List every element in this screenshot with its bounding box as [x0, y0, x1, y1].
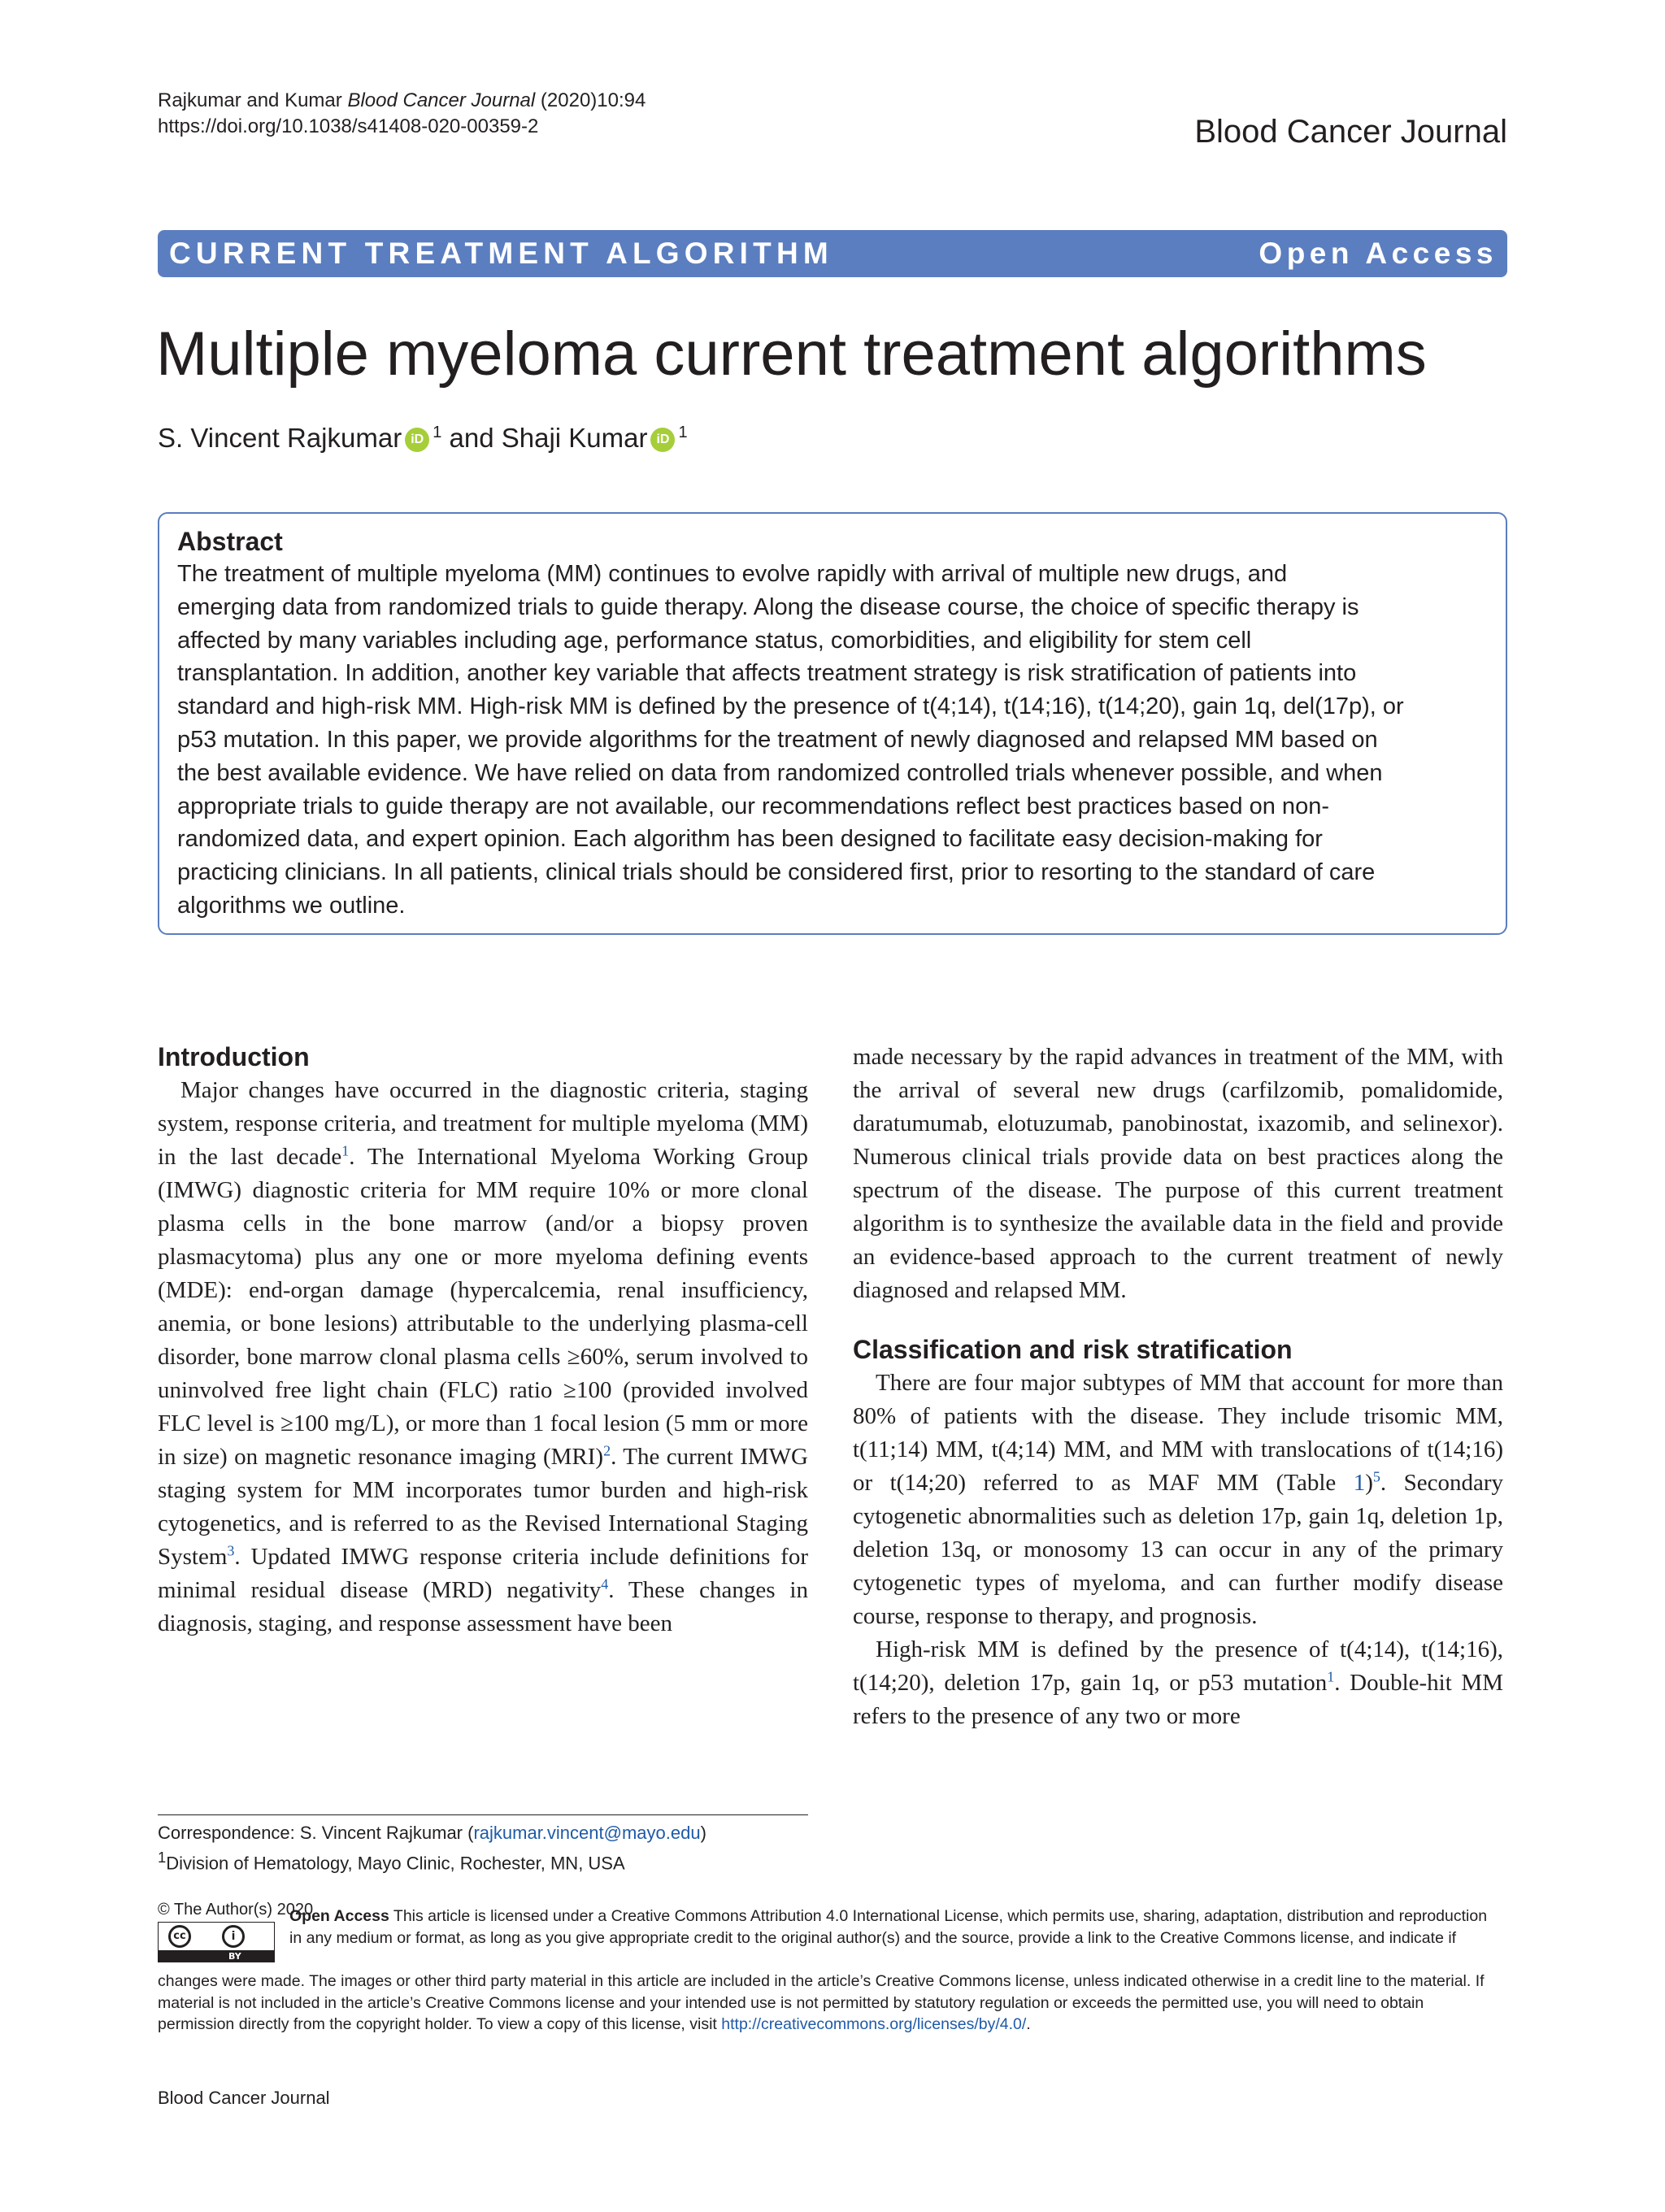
classification-paragraph: High-risk MM is defined by the presence of t(4;14), t(14;16), t(14;20), deletion 17p, gain 1q, or p53 mutation$^1$. Double-hit MM refers to the presence of any two or more — [853, 1636, 1504, 1729]
abstract-line: transplantation. In addition, another key variable that affects treatment strategy is risk stratification of patients into — [177, 660, 1357, 687]
journal-name: Blood Cancer Journal — [1194, 114, 1507, 150]
reference-link[interactable]: 1 — [341, 1142, 350, 1159]
author-conjunction: and — [449, 423, 494, 453]
body-column-right — [853, 1041, 1503, 1733]
abstract-line: standard and high-risk MM. High-risk MM is defined by the presence of t(4;14), t(14;16), t(14;20), gain 1q, del(17p), or — [177, 693, 1404, 720]
open-access-label: Open Access — [1259, 237, 1498, 270]
author-name[interactable]: Shaji Kumar — [501, 423, 648, 453]
intro-paragraph-continued: made necessary by the rapid advances in treatment of the MM, with the arrival of several new drugs (carfilzomib, pomalidomide, daratumumab, elotuzumab, panobinostat, ixazomib, and selinexor). Numerous clinical trials provide data on best practices along the spectrum of the disease. The purpose of this current treatment algorithm is to synthesize the available data in the field and provide an evidence-based approach to the current treatment of newly diagnosed and relapsed MM. — [853, 1044, 1503, 1303]
abstract-line: emerging data from randomized trials to guide therapy. Along the disease course, the choice of specific therapy is — [177, 593, 1359, 620]
license-text: Open Access This article is licensed under a Creative Commons Attribution 4.0 International License, which permits use, sharing, adaptation, distribution and reproduction in any medium or format, as long as you give appropriate credit to the original author(s) and the source, provide a link to the Creative Commons license, and indicate if — [289, 1907, 1488, 1947]
footnote-divider — [158, 1814, 808, 1815]
reference-link[interactable]: 2 — [603, 1442, 611, 1459]
section-heading-introduction: Introduction — [158, 1042, 310, 1071]
section-heading-classification: Classification and risk stratification — [853, 1335, 1293, 1364]
copyright-notice: © The Author(s) 2020 — [158, 1901, 314, 1919]
citation-volume: (2020)10:94 — [540, 89, 646, 111]
intro-paragraph: Major changes have occurred in the diagnostic criteria, staging system, response criteria, and treatment for multiple myeloma (MM) in the last decade$^1$. The International Myeloma Working Group (IMWG) diagnostic criteria for MM require 10% or more clonal plasma cells in the bone marrow (and/or a biopsy proven plasmacytoma) plus any one or more myeloma defining events (MDE): end-organ damage (hypercalcemia, renal insufficiency, anemia, or bone lesions) attributable to the underlying plasma-cell disorder, bone marrow clonal plasma cells ≥60%, serum involved to uninvolved free light chain (FLC) ratio ≥100 (provided involved FLC level is ≥100 mg/L), or more than 1 focal lesion (5 mm or more in size) on magnetic resonance imaging (MRI)$^2$. The current IMWG staging system for MM incorporates tumor burden and high-risk cytogenetics, and is referred to as the Revised International Staging System$^3$. Updated IMWG response criteria include definitions for minimal residual disease (MRD) negativity$^4$. These changes in diagnosis, staging, and response assessment have been — [158, 1077, 808, 1636]
abstract-heading: Abstract — [177, 527, 283, 556]
citation-journal: Blood Cancer Journal — [347, 89, 536, 111]
abstract-line: The treatment of multiple myeloma (MM) continues to evolve rapidly with arrival of multiple new drugs, and — [177, 561, 1288, 587]
page-footer: Blood Cancer Journal — [158, 2088, 330, 2108]
doi-link[interactable]: https://doi.org/10.1038/s41408-020-00359-2 — [158, 115, 539, 137]
orcid-icon[interactable]: iD — [405, 428, 429, 452]
footnote — [158, 1821, 824, 1875]
author-name[interactable]: S. Vincent Rajkumar — [158, 423, 402, 453]
abstract-line: algorithms we outline. — [177, 892, 406, 919]
license-url-link[interactable]: http://creativecommons.org/licenses/by/4.0/ — [721, 2015, 1027, 2033]
affiliation-marker: 1 — [433, 424, 442, 441]
reference-link[interactable]: 5 — [1372, 1468, 1380, 1485]
orcid-icon[interactable]: iD — [650, 428, 675, 452]
by-label: BY — [228, 1951, 241, 1962]
abstract-line: randomized data, and expert opinion. Each algorithm has been designed to facilitate easy decision-making for — [177, 826, 1323, 853]
abstract-line: the best available evidence. We have relied on data from randomized controlled trials whenever possible, and when — [177, 759, 1383, 786]
article-type-banner — [158, 230, 1507, 277]
affiliation-marker: 1 — [678, 424, 688, 441]
reference-link[interactable]: 4 — [601, 1575, 609, 1593]
table-link[interactable]: 1 — [1353, 1470, 1366, 1496]
reference-link[interactable]: 3 — [227, 1542, 235, 1559]
email-link[interactable]: rajkumar.vincent@mayo.edu — [473, 1823, 701, 1843]
attribution-person-icon: i — [222, 1925, 245, 1948]
cc-by-license-icon[interactable] — [158, 1922, 275, 1962]
correspondence: Correspondence: S. Vincent Rajkumar (rajkumar.vincent@mayo.edu) — [158, 1823, 706, 1843]
affiliation: $^1$Division of Hematology, Mayo Clinic, Rochester, MN, USA — [158, 1849, 625, 1874]
abstract-box — [158, 512, 1507, 935]
abstract-line: practicing clinicians. In all patients, clinical trials should be considered first, prior to resorting to the standard of care — [177, 859, 1376, 886]
abstract-line: p53 mutation. In this paper, we provide algorithms for the treatment of newly diagnosed and relapsed MM based on — [177, 726, 1378, 753]
abstract-line: appropriate trials to guide therapy are not available, our recommendations reflect best practices based on non- — [177, 793, 1329, 819]
open-access-label: Open Access — [289, 1907, 389, 1925]
license-text-continued: changes were made. The images or other third party material in this article are included in the article’s Creative Commons license, unless indicated otherwise in a credit line to the material. If material is not included in the article’s Creative Commons license and your intended use is not permitted by statutory regulation or exceeds the permitted use, you will need to obtain permission directly from the copyright holder. To view a copy of this license, visit http://creativecommons.org/licenses/by/4.0/. — [158, 1972, 1485, 2033]
article-title: Multiple myeloma current treatment algorithms — [156, 319, 1427, 389]
body-column-left — [158, 1041, 808, 1641]
reference-link[interactable]: 1 — [1327, 1668, 1335, 1685]
classification-paragraph: There are four major subtypes of MM that account for more than 80% of patients with the disease. They include trisomic MM, t(11;14) MM, t(4;14) MM, and MM with translocations of t(14;16) or t(14;20) referred to as MAF MM (Table 1)$^5$. Secondary cytogenetic abnormalities such as deletion 17p, gain 1q, deletion 1p, deletion 13q, or monosomy 13 can occur in any of the primary cytogenetic types of myeloma, and can further modify disease course, response to therapy, and prognosis. — [853, 1370, 1503, 1629]
citation-header — [158, 88, 646, 140]
citation-line: Rajkumar and Kumar Blood Cancer Journal (2020)10:94 — [158, 89, 646, 111]
author-list — [158, 413, 688, 458]
article-type-label: CURRENT TREATMENT ALGORITHM — [169, 237, 833, 270]
creative-commons-icon: cc — [168, 1925, 191, 1948]
abstract-line: affected by many variables including age, performance status, comorbidities, and eligibility for stem cell — [177, 627, 1252, 654]
